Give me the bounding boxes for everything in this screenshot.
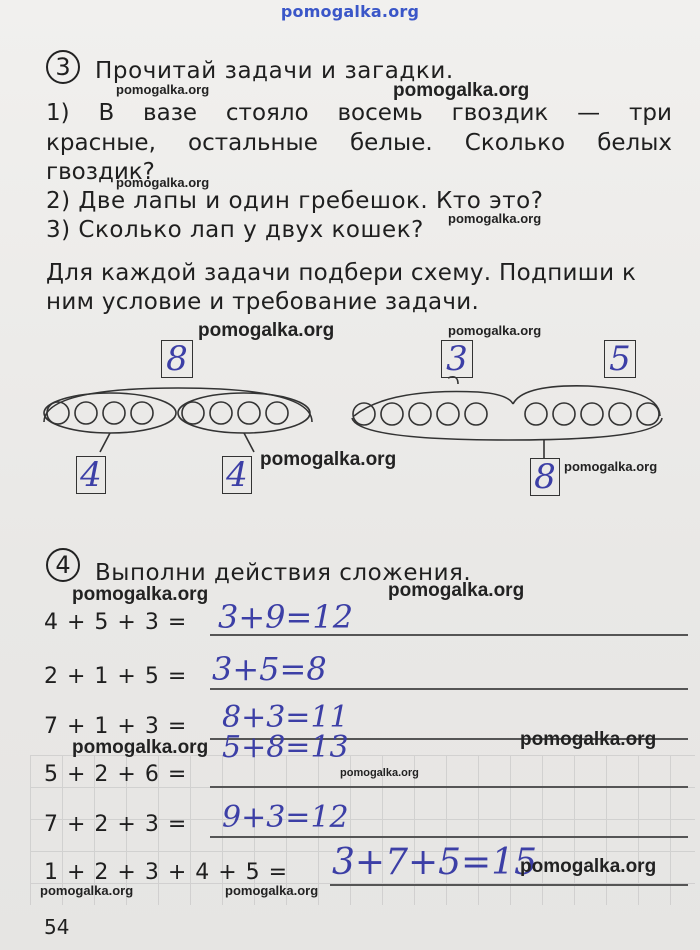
task-4-number: 4 bbox=[46, 548, 80, 582]
watermark: pomogalka.org bbox=[520, 729, 657, 750]
watermark: pomogalka.org bbox=[388, 580, 525, 601]
task-4-title: Выполни действия сложения. bbox=[95, 560, 472, 586]
scheme-1-part-1: 4 bbox=[80, 455, 102, 495]
task-3-line-1: 1) В вазе стояло восемь гвоздик — три bbox=[46, 100, 672, 126]
task-3-line-2: красные, остальные белые. Сколько белых bbox=[46, 130, 672, 156]
watermark: pomogalka.org bbox=[72, 737, 209, 758]
sum-answer-3: 8+3=11 bbox=[222, 700, 349, 735]
watermark: pomogalka.org bbox=[72, 584, 209, 605]
task-3-line-4: 2) Две лапы и один гребешок. Кто это? bbox=[46, 188, 544, 214]
scheme-1-part-2: 4 bbox=[226, 455, 248, 495]
scheme-2-part-1: 3 bbox=[446, 339, 468, 379]
answer-line-6 bbox=[330, 884, 688, 886]
task-3-number: 3 bbox=[46, 50, 80, 84]
watermark: pomogalka.org bbox=[448, 323, 542, 338]
watermark: pomogalka.org bbox=[198, 320, 335, 341]
sum-answer-6: 3+7+5=15 bbox=[332, 842, 538, 883]
sum-expression-5: 7 + 2 + 3 = bbox=[44, 812, 188, 837]
sum-answer-1: 3+9=12 bbox=[218, 598, 354, 636]
answer-line-5 bbox=[210, 836, 688, 838]
site-header[interactable]: pomogalka.org bbox=[280, 2, 420, 21]
scheme-2-total-box bbox=[530, 458, 560, 496]
scheme-1-diagram bbox=[38, 380, 318, 460]
sum-expression-6: 1 + 2 + 3 + 4 + 5 = bbox=[44, 860, 289, 885]
scheme-2-part-2-box bbox=[604, 340, 636, 378]
task-3-title: Прочитай задачи и загадки. bbox=[95, 58, 454, 84]
sum-answer-2: 3+5=8 bbox=[212, 650, 327, 688]
watermark: pomogalka.org bbox=[564, 459, 658, 474]
sum-expression-2: 2 + 1 + 5 = bbox=[44, 664, 188, 689]
scheme-2-part-2: 5 bbox=[609, 339, 631, 379]
sum-answer-3-alt: 5+8=13 bbox=[222, 730, 349, 765]
task-3-line-3: гвоздик? bbox=[46, 159, 155, 185]
sum-answer-5: 9+3=12 bbox=[222, 800, 349, 835]
page-number: 54 bbox=[44, 915, 70, 939]
answer-line-4 bbox=[210, 786, 688, 788]
watermark: pomogalka.org bbox=[448, 211, 542, 226]
watermark: pomogalka.org bbox=[40, 883, 134, 898]
watermark: pomogalka.org bbox=[225, 883, 319, 898]
watermark: pomogalka.org bbox=[393, 80, 530, 101]
watermark: pomogalka.org bbox=[116, 82, 210, 97]
scheme-2-part-1-box bbox=[441, 340, 473, 378]
sum-expression-3: 7 + 1 + 3 = bbox=[44, 714, 188, 739]
scheme-1-total-box bbox=[161, 340, 193, 378]
scheme-2-total: 8 bbox=[534, 457, 556, 497]
watermark: pomogalka.org bbox=[340, 767, 419, 779]
scheme-1-part-2-box bbox=[222, 456, 252, 494]
scheme-1-total: 8 bbox=[166, 339, 188, 379]
answer-line-2 bbox=[210, 688, 688, 690]
scheme-1-part-1-box bbox=[76, 456, 106, 494]
sum-expression-4: 5 + 2 + 6 = bbox=[44, 762, 188, 787]
task-3-instruction-1: Для каждой задачи подбери схему. Подпиши к bbox=[46, 260, 637, 286]
task-3-line-5: 3) Сколько лап у двух кошек? bbox=[46, 217, 424, 243]
watermark: pomogalka.org bbox=[260, 449, 397, 470]
watermark: pomogalka.org bbox=[116, 175, 210, 190]
sum-expression-1: 4 + 5 + 3 = bbox=[44, 610, 188, 635]
watermark: pomogalka.org bbox=[520, 856, 657, 877]
task-3-instruction-2: ним условие и требование задачи. bbox=[46, 289, 480, 315]
